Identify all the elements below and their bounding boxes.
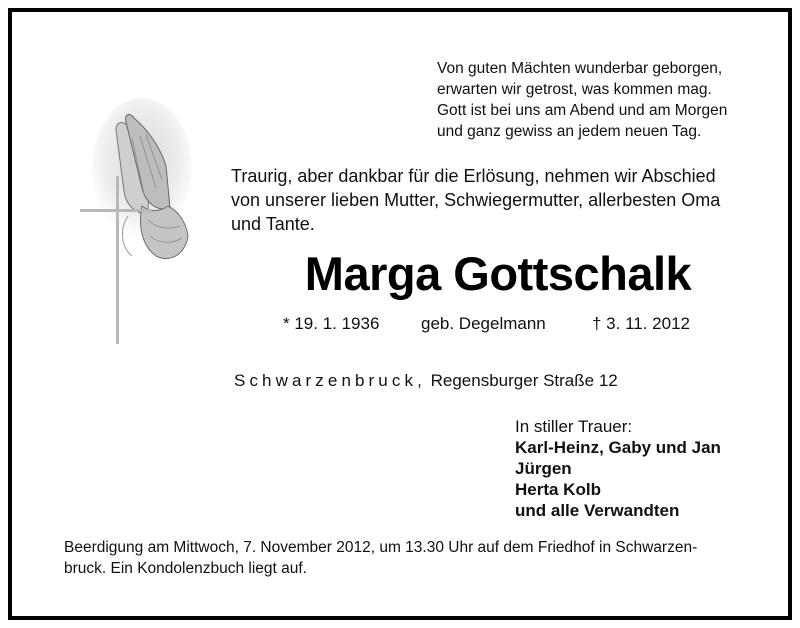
poem-line: Von guten Mächten wunderbar geborgen, xyxy=(437,60,723,77)
cross-icon xyxy=(76,96,206,346)
mourner-name: Karl-Heinz, Gaby und Jan xyxy=(515,438,721,457)
funeral-line: Beerdigung am Mittwoch, 7. November 2012, um 13.30 Uhr auf dem Friedhof in Schwarzen- xyxy=(64,539,698,556)
poem-line: erwarten wir getrost, was kommen mag. xyxy=(437,81,712,98)
mourner-name: und alle Verwandten xyxy=(515,501,680,520)
poem-line: Gott ist bei uns am Abend und am Morgen xyxy=(437,102,728,119)
poem xyxy=(437,58,767,142)
deceased-name: Marga Gottschalk xyxy=(304,247,692,300)
farewell-text xyxy=(231,164,751,236)
funeral-line: bruck. Ein Kondolenzbuch liegt auf. xyxy=(64,560,307,577)
memorial-emblem xyxy=(76,96,206,346)
birth-date: * 19. 1. 1936 xyxy=(283,314,380,333)
mourner-name: Jürgen xyxy=(515,459,572,478)
death-date: † 3. 11. 2012 xyxy=(592,314,690,333)
maiden-name: geb. Degelmann xyxy=(421,314,546,333)
mourner-name: Herta Kolb xyxy=(515,480,601,499)
funeral-notice xyxy=(64,537,748,579)
address-street: Regensburger Straße 12 xyxy=(430,371,618,390)
mourners-block xyxy=(515,416,721,521)
poem-line: und ganz gewiss an jedem neuen Tag. xyxy=(437,123,702,140)
obituary-notice xyxy=(8,8,792,620)
farewell-line: von unserer lieben Mutter, Schwiegermutter, allerbesten Oma xyxy=(231,190,721,210)
address xyxy=(234,371,618,391)
mourners-heading: In stiller Trauer: xyxy=(515,417,633,436)
farewell-line: Traurig, aber dankbar für die Erlösung, nehmen wir Abschied xyxy=(231,166,716,186)
farewell-line: und Tante. xyxy=(231,214,315,234)
address-town: Schwarzenbruck, xyxy=(234,371,426,390)
